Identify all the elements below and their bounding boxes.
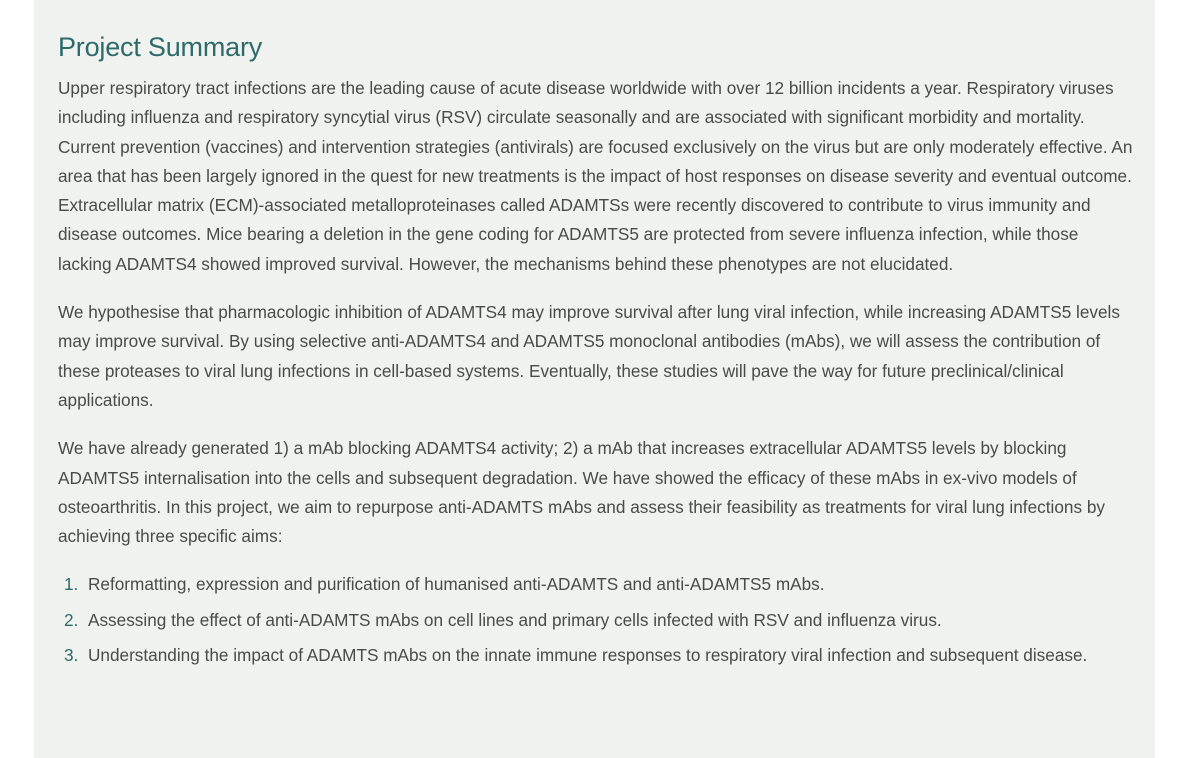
aim-number: 2. <box>64 609 79 630</box>
summary-paragraph-2: We hypothesise that pharmacologic inhibition of ADAMTS4 may improve survival after lung viral infection, while increasing ADAMTS5 levels may improve survival. By using selective anti-ADAMTS4 and ADAMTS5 monoclonal antibodies (mAbs), we will assess the contribution of these proteases to viral lung infections in cell-based systems. Eventually, these studies will pave the way for future preclinical/clinical applications. <box>58 302 1120 410</box>
aim-text: Reformatting, expression and purification of humanised anti-ADAMTS and anti-ADAMTS5 mAbs. <box>88 574 825 595</box>
aim-number: 3. <box>64 645 79 666</box>
aim-text: Assessing the effect of anti-ADAMTS mAbs on cell lines and primary cells infected with RSV and influenza virus. <box>88 609 942 630</box>
section-title: Project Summary <box>58 32 263 62</box>
summary-paragraph-3: We have already generated 1) a mAb blocking ADAMTS4 activity; 2) a mAb that increases extracellular ADAMTS5 levels by blocking ADAMTS5 internalisation into the cells and subsequent degradation. We have showed the efficacy of these mAbs in ex-vivo models of osteoarthritis. In this project, we aim to repurpose anti-ADAMTS mAbs and assess their feasibility as treatments for viral lung infections by achieving three specific aims: <box>58 438 1105 547</box>
aim-item <box>58 606 1135 635</box>
project-summary-panel <box>34 0 1155 758</box>
aim-text: Understanding the impact of ADAMTS mAbs on the innate immune responses to respiratory viral infection and subsequent disease. <box>88 645 1088 666</box>
summary-paragraph-1: Upper respiratory tract infections are the leading cause of acute disease worldwide with over 12 billion incidents a year. Respiratory viruses including influenza and respiratory syncytial virus (RSV) circulate seasonally and are associated with significant morbidity and mortality. Current prevention (vaccines) and intervention strategies (antivirals) are focused exclusively on the virus but are only moderately effective. An area that has been largely ignored in the quest for new treatments is the impact of host responses on disease severity and eventual outcome. Extracellular matrix (ECM)-associated metalloproteinases called ADAMTSs were recently discovered to contribute to virus immunity and disease outcomes. Mice bearing a deletion in the gene coding for ADAMTS5 are protected from severe influenza infection, while those lacking ADAMTS4 showed improved survival. However, the mechanisms behind these phenotypes are not elucidated. <box>58 78 1133 274</box>
aims-list <box>58 570 1135 670</box>
aim-item <box>58 641 1135 670</box>
aim-number: 1. <box>64 574 79 595</box>
aim-item <box>58 570 1135 599</box>
